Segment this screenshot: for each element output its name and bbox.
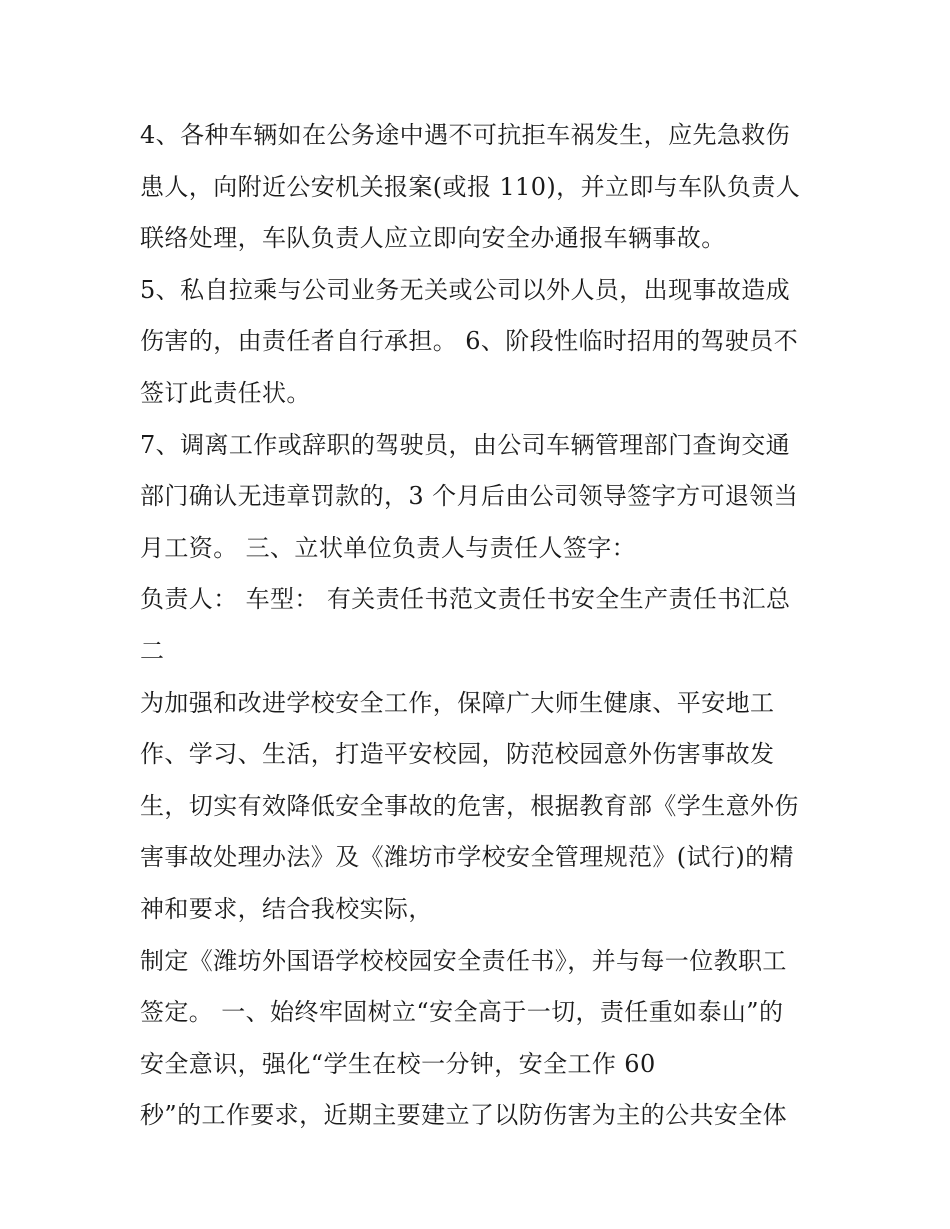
text-line: 害事故处理办法》及《潍坊市学校安全管理规范》(试行)的精 (140, 843, 794, 872)
text-line: 签订此责任状。 (140, 378, 311, 407)
text-line: 安全意识，强化“学生在校一分钟，安全工作 60 (140, 1049, 656, 1078)
text-line: 部门确认无违章罚款的，3 个月后由公司领导签字方可退领当 (140, 482, 799, 511)
text-line: 联络处理，车队负责人应立即向安全办通报车辆事故。 (140, 224, 726, 253)
text-line: 作、学习、生活，打造平安校园，防范校园意外伤害事故发 (140, 740, 775, 769)
text-line: 生，切实有效降低安全事故的危害，根据教育部《学生意外伤 (140, 791, 799, 820)
text-line: 秒”的工作要求，近期主要建立了以防伤害为主的公共安全体 (140, 1101, 788, 1130)
text-line: 为加强和改进学校安全工作，保障广大师生健康、平安地工 (140, 688, 775, 717)
text-line: 制定《潍坊外国语学校校园安全责任书》，并与每一位教职工 (140, 946, 787, 975)
text-line: 患人，向附近公安机关报案(或报 110)，并立即与车队负责人 (140, 172, 801, 201)
text-line: 5、私自拉乘与公司业务无关或公司以外人员，出现事故造成 (140, 275, 791, 304)
text-line: 神和要求，结合我校实际， (140, 894, 433, 923)
text-line: 7、调离工作或辞职的驾驶员，由公司车辆管理部门查询交通 (140, 430, 791, 459)
text-line: 签定。 一、始终牢固树立“安全高于一切，责任重如泰山”的 (140, 998, 784, 1027)
text-line: 伤害的，由责任者自行承担。 6、阶段性临时招用的驾驶员不 (140, 327, 799, 356)
text-line: 4、各种车辆如在公务途中遇不可抗拒车祸发生，应先急救伤 (140, 121, 791, 149)
text-line: 二 (140, 636, 165, 665)
document-body (140, 110, 830, 1142)
text-line: 负责人： 车型： 有关责任书范文责任书安全生产责任书汇总 (140, 585, 791, 614)
text-line: 月工资。 三、立状单位负责人与责任人签字： (140, 533, 637, 562)
